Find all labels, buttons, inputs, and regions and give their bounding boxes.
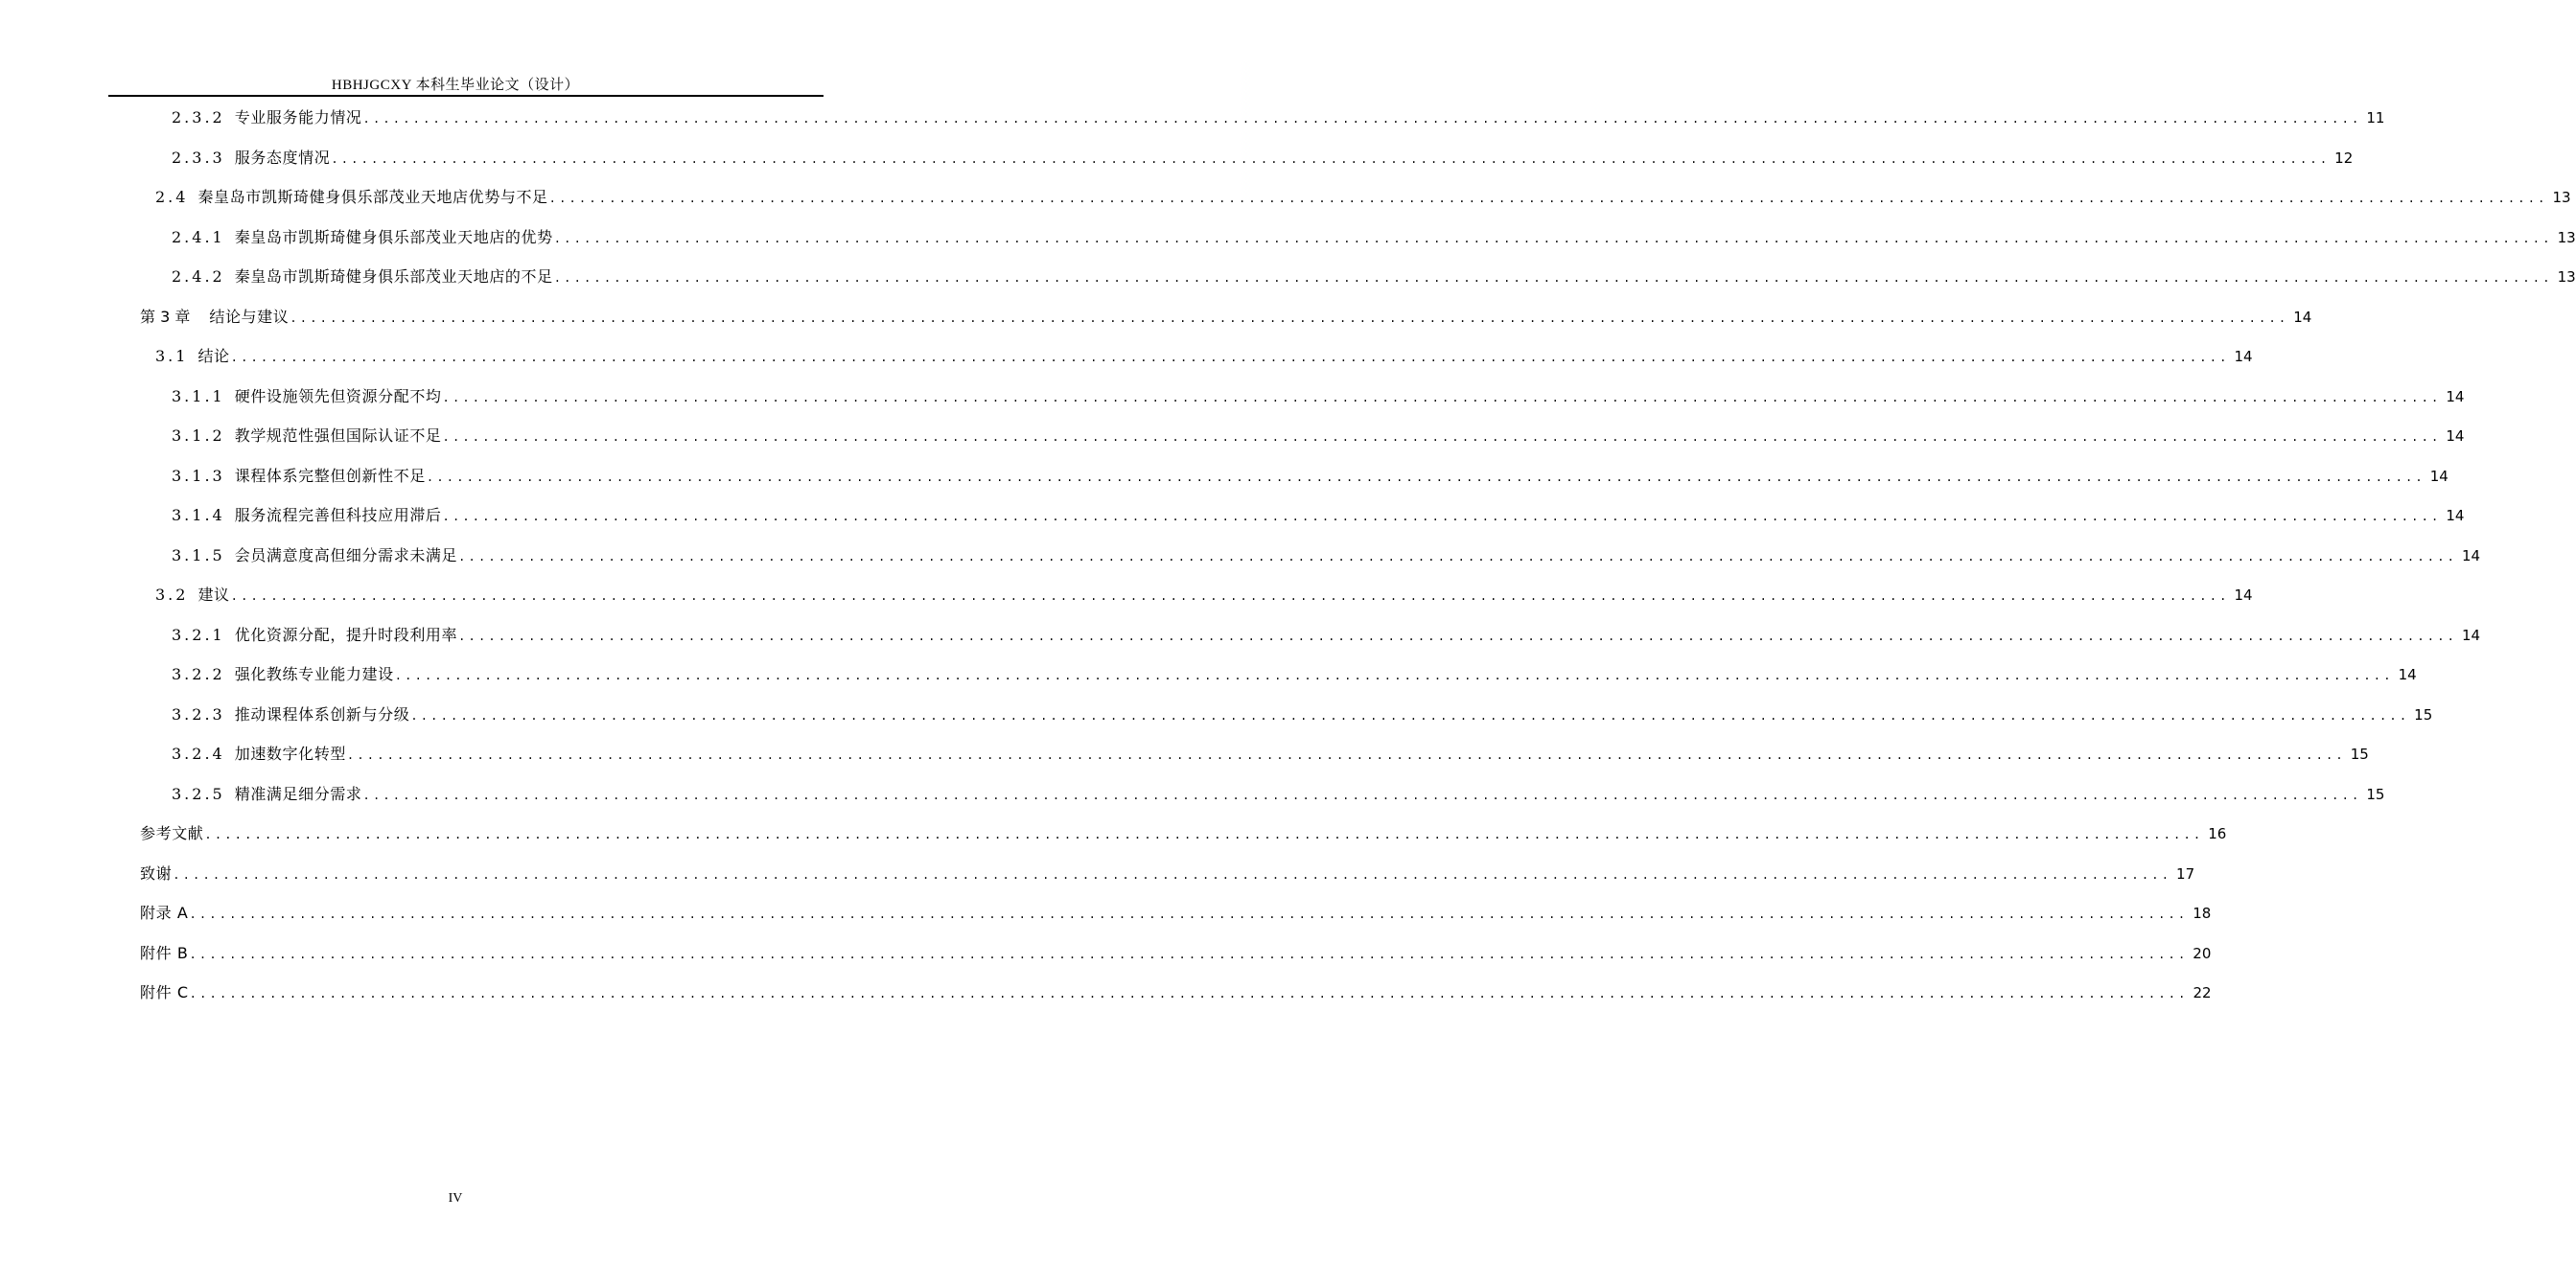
toc-entry[interactable]: [172, 264, 2576, 289]
toc-dot-leader: ........................................................................................................................................................................................................: [394, 669, 2394, 682]
toc-entry[interactable]: [140, 941, 2212, 966]
toc-entry-page: 11: [2366, 109, 2385, 126]
toc-entry[interactable]: [172, 662, 2417, 687]
toc-entry[interactable]: [172, 742, 2369, 767]
toc-entry-title: 课程体系完整但创新性不足: [234, 466, 426, 485]
toc-entry-page: 13: [2557, 228, 2576, 246]
toc-entry-title: 服务流程完善但科技应用滞后: [234, 506, 442, 524]
header-divider: [108, 95, 824, 97]
toc-entry-title: 秦皇岛市凯斯琦健身俱乐部茂业天地店的优势: [234, 227, 553, 246]
toc-entry-title: 推动课程体系创新与分级: [234, 704, 410, 724]
toc-entry-number: 2.4.1: [172, 227, 225, 246]
toc-entry-title: 结论与建议: [209, 307, 290, 326]
toc-entry-number: 3.2: [155, 586, 189, 604]
toc-entry-title: 附件 B: [140, 943, 189, 962]
toc-dot-leader: ........................................................................................................................................................................................................: [189, 987, 2189, 1000]
toc-entry-number: 3.2.2: [172, 665, 225, 683]
toc-entry-title: 会员满意度高但细分需求未满足: [234, 545, 458, 564]
toc-entry-title: 专业服务能力情况: [234, 108, 362, 126]
toc-entry[interactable]: [172, 146, 2354, 171]
toc-entry-number: 3.2.4: [172, 745, 225, 763]
toc-entry-page: 14: [2461, 546, 2481, 564]
toc-entry-number: 3.2.3: [172, 704, 225, 724]
toc-entry[interactable]: [140, 980, 2212, 1005]
toc-entry[interactable]: [172, 503, 2465, 528]
toc-entry[interactable]: [172, 702, 2433, 727]
toc-entry-title: 附件 C: [140, 983, 189, 1001]
toc-entry-page: 14: [2234, 348, 2253, 365]
toc-entry-page: 14: [2461, 626, 2481, 644]
page-header: HBHJGCXY 本科生毕业论文（设计）: [331, 78, 580, 93]
toc-entry[interactable]: [155, 344, 2253, 369]
toc-entry[interactable]: [172, 384, 2465, 409]
toc-entry[interactable]: [172, 225, 2576, 250]
toc-dot-leader: ........................................................................................................................................................................................................: [189, 908, 2189, 921]
toc-entry[interactable]: [172, 464, 2448, 489]
toc-entry-page: 14: [2429, 467, 2448, 485]
toc-entry-title: 服务态度情况: [234, 148, 331, 167]
toc-entry-page: 12: [2334, 149, 2354, 167]
toc-dot-leader: ........................................................................................................................................................................................................: [362, 788, 2362, 802]
toc-entry-page: 14: [2234, 586, 2253, 604]
toc-entry-number: 3.1.4: [172, 506, 225, 524]
toc-entry-number: 3.1.3: [172, 466, 225, 485]
toc-entry-title: 建议: [197, 586, 230, 604]
toc-entry-page: 16: [2208, 825, 2227, 842]
toc-dot-leader: ........................................................................................................................................................................................................: [553, 271, 2553, 285]
toc-entry[interactable]: [172, 782, 2385, 807]
toc-entry-page: 13: [2557, 268, 2576, 286]
toc-entry-title: 参考文献: [140, 824, 204, 842]
toc-entry-title: 强化教练专业能力建设: [234, 665, 394, 683]
toc-entry-title: 秦皇岛市凯斯琦健身俱乐部茂业天地店的不足: [234, 267, 553, 286]
toc-dot-leader: ........................................................................................................................................................................................................: [173, 867, 2172, 882]
toc-entry-page: 20: [2193, 944, 2212, 962]
toc-entry-page: 14: [2293, 308, 2312, 326]
toc-entry-page: 14: [2398, 666, 2417, 683]
toc-dot-leader: ........................................................................................................................................................................................................: [410, 708, 2410, 723]
toc-entry-page: 22: [2193, 984, 2212, 1001]
toc-dot-leader: ........................................................................................................................................................................................................: [442, 430, 2442, 444]
toc-entry-page: 15: [2350, 746, 2369, 763]
toc-entry-title: 精准满足细分需求: [234, 784, 362, 803]
toc-entry-number: 2.4.2: [172, 267, 225, 286]
toc-dot-leader: ........................................................................................................................................................................................................: [346, 748, 2346, 762]
toc-dot-leader: ........................................................................................................................................................................................................: [442, 510, 2442, 523]
toc-entry-number: 2.3.2: [172, 108, 225, 126]
toc-entry-title: 硬件设施领先但资源分配不均: [234, 386, 442, 405]
toc-dot-leader: ........................................................................................................................................................................................................: [189, 947, 2189, 961]
page-number: IV: [448, 1191, 463, 1206]
toc-entry-page: 14: [2446, 387, 2465, 405]
toc-entry-page: 15: [2366, 785, 2385, 803]
toc-entry-number: 2.3.3: [172, 148, 225, 167]
toc-entry-number: 3.2.5: [172, 784, 225, 803]
toc-entry-title: 加速数字化转型: [234, 745, 346, 763]
toc-entry-number: 3.1: [155, 347, 189, 365]
toc-entry-number: 3.1.2: [172, 426, 225, 445]
toc-entry[interactable]: [155, 583, 2253, 608]
toc-dot-leader: ........................................................................................................................................................................................................: [553, 231, 2553, 245]
toc-entry-title: 教学规范性强但国际认证不足: [234, 426, 442, 445]
toc-entry-page: 14: [2446, 427, 2465, 445]
toc-entry-number: 3.1.5: [172, 545, 225, 564]
toc-dot-leader: ........................................................................................................................................................................................................: [458, 549, 2458, 564]
toc-entry-number: 2.4: [155, 188, 189, 206]
toc-entry[interactable]: [140, 821, 2227, 846]
toc-entry-page: 14: [2446, 507, 2465, 524]
toc-entry-number: 3.2.1: [172, 625, 225, 644]
toc-dot-leader: ........................................................................................................................................................................................................: [230, 351, 2230, 364]
toc-entry[interactable]: [172, 105, 2385, 130]
toc-entry-page: 18: [2193, 905, 2212, 922]
toc-entry-title: 致谢: [140, 863, 173, 883]
toc-dot-leader: ........................................................................................................................................................................................................: [362, 112, 2362, 126]
toc-dot-leader: ........................................................................................................................................................................................................: [230, 589, 2230, 603]
toc-dot-leader: ........................................................................................................................................................................................................: [548, 192, 2548, 205]
toc-dot-leader: ........................................................................................................................................................................................................: [442, 390, 2442, 404]
toc-dot-leader: ........................................................................................................................................................................................................: [331, 151, 2331, 166]
toc-entry-number: 3.1.1: [172, 386, 225, 405]
toc-entry-title: 附录 A: [140, 904, 189, 922]
toc-entry[interactable]: [172, 543, 2481, 568]
toc-entry-number: 第 3 章: [140, 307, 191, 326]
toc-entry-page: 17: [2176, 864, 2195, 883]
toc-dot-leader: ........................................................................................................................................................................................................: [290, 310, 2289, 325]
toc-entry-title: 秦皇岛市凯斯琦健身俱乐部茂业天地店优势与不足: [197, 188, 548, 206]
toc-entry-title: 优化资源分配，提升时段利用率: [234, 625, 458, 644]
toc-entry-page: 15: [2414, 705, 2433, 724]
toc-dot-leader: ........................................................................................................................................................................................................: [458, 629, 2458, 643]
toc-dot-leader: ........................................................................................................................................................................................................: [426, 470, 2425, 484]
toc-dot-leader: ........................................................................................................................................................................................................: [204, 828, 2204, 841]
toc-entry[interactable]: [172, 424, 2465, 448]
toc-entry[interactable]: [155, 185, 2571, 210]
toc-entry-page: 13: [2552, 189, 2571, 206]
toc-entry[interactable]: [140, 862, 2195, 886]
toc-entry-title: 结论: [197, 347, 230, 365]
toc-entry[interactable]: [140, 305, 2312, 330]
toc-entry[interactable]: [140, 901, 2212, 926]
toc-entry[interactable]: [172, 623, 2481, 648]
